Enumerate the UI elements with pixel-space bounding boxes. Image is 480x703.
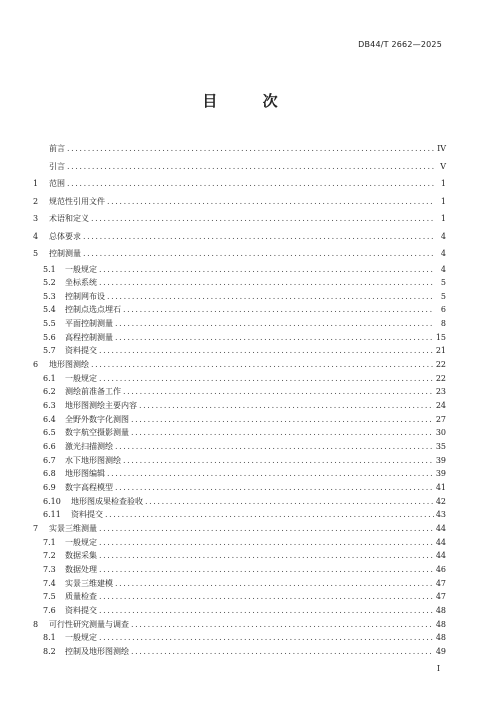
- toc-entry-label: 资料提交: [65, 605, 97, 615]
- toc-entry-page: 8: [440, 319, 446, 329]
- toc-entry[interactable]: [33, 604, 446, 618]
- toc-entry-label: 控制网布设: [65, 291, 105, 301]
- toc-leader-dots: [107, 467, 434, 481]
- toc-entry[interactable]: [33, 481, 446, 495]
- toc-leader-dots: [91, 358, 434, 372]
- toc-entry-number: 6.7: [43, 455, 56, 465]
- toc-entry-number: 5.2: [43, 278, 56, 288]
- toc-entry-number: 5: [33, 249, 39, 258]
- page-title: 目 次: [202, 92, 298, 110]
- toc-entry-number: 7.6: [43, 605, 56, 615]
- toc-entry[interactable]: [33, 440, 446, 454]
- toc-entry-number: 8.1: [43, 633, 56, 643]
- toc-entry[interactable]: [33, 140, 446, 158]
- toc-entry-page: 46: [435, 564, 446, 574]
- toc-entry-label: 一般规定: [65, 537, 97, 547]
- toc-entry-label: 水下地形图测绘: [65, 455, 121, 465]
- toc-entry[interactable]: [33, 175, 446, 193]
- toc-entry[interactable]: [33, 454, 446, 468]
- toc-entry-page: 39: [435, 455, 446, 465]
- toc-entry-page: 49: [435, 646, 446, 656]
- toc-entry-page: 42: [435, 496, 446, 506]
- toc-leader-dots: [123, 385, 434, 399]
- toc-entry-number: 5.7: [43, 346, 56, 356]
- toc-leader-dots: [67, 140, 434, 158]
- toc-entry-page: 1: [440, 196, 446, 206]
- toc-entry-label: 资料提交: [71, 510, 103, 520]
- toc-entry-page: 48: [435, 633, 446, 643]
- toc-entry-label: 一般规定: [65, 373, 97, 383]
- toc-leader-dots: [99, 604, 434, 618]
- toc-entry-page: 39: [435, 469, 446, 479]
- toc-leader-dots: [115, 481, 434, 495]
- toc-leader-dots: [83, 245, 434, 263]
- toc-entry-page: 47: [435, 578, 446, 588]
- toc-entry[interactable]: [33, 372, 446, 386]
- toc-entry-page: 22: [435, 373, 446, 383]
- toc-entry-number: 6.9: [43, 483, 56, 492]
- toc-entry-label: 测绘前准备工作: [65, 387, 121, 397]
- toc-entry[interactable]: [33, 303, 446, 317]
- toc-leader-dots: [83, 228, 434, 246]
- toc-entry-page: 21: [435, 346, 446, 356]
- toc-entry-number: 6.8: [43, 469, 56, 479]
- toc-entry[interactable]: [33, 158, 446, 176]
- toc-entry-page: 5: [440, 278, 446, 288]
- toc-entry-label: 数字高程模型: [65, 483, 113, 492]
- toc-entry[interactable]: [33, 522, 446, 536]
- toc-entry[interactable]: [33, 344, 446, 358]
- toc-entry[interactable]: [33, 210, 446, 228]
- toc-entry[interactable]: [33, 590, 446, 604]
- toc-entry-number: 2: [33, 196, 39, 206]
- toc-entry-label: 实景三维测量: [49, 523, 97, 533]
- toc-entry-number: 5.1: [43, 264, 56, 274]
- toc-entry-label: 坐标系统: [65, 278, 97, 288]
- page-number: I: [436, 664, 440, 673]
- toc-entry-label: 质量检查: [65, 592, 97, 602]
- toc-entry-page: 30: [435, 428, 446, 438]
- toc-entry[interactable]: [33, 467, 446, 481]
- toc-leader-dots: [99, 536, 434, 550]
- toc-entry-label: 总体要求: [49, 231, 81, 241]
- toc-entry-number: 5.5: [43, 319, 56, 329]
- toc-entry-label: 控制测量: [49, 249, 81, 258]
- toc-entry[interactable]: [33, 563, 446, 577]
- toc-leader-dots: [139, 399, 434, 413]
- toc-entry-page: 1: [440, 179, 446, 188]
- toc-entry[interactable]: [33, 263, 446, 277]
- toc-leader-dots: [107, 193, 434, 211]
- toc-entry-page: 4: [440, 264, 446, 274]
- toc-entry[interactable]: [33, 413, 446, 427]
- toc-leader-dots: [99, 372, 434, 386]
- toc-entry-page: 44: [435, 523, 446, 533]
- toc-entry-number: 7.2: [43, 551, 56, 561]
- toc-entry-number: 6.11: [43, 510, 61, 520]
- toc-leader-dots: [99, 522, 434, 536]
- toc-entry[interactable]: [33, 508, 446, 522]
- toc-leader-dots: [107, 290, 434, 304]
- toc-entry-label: 地形图成果检查验收: [71, 496, 143, 506]
- toc-entry-label: 高程控制测量: [65, 332, 113, 342]
- toc-entry[interactable]: [33, 426, 446, 440]
- toc-entry-page: 43: [435, 510, 446, 520]
- toc-entry[interactable]: [33, 399, 446, 413]
- toc-leader-dots: [99, 631, 434, 645]
- toc-entry-number: 7.3: [43, 564, 56, 574]
- toc-leader-dots: [131, 413, 434, 427]
- toc-entry[interactable]: [33, 618, 446, 632]
- standard-code: DB44/T 2662—2025: [358, 40, 442, 49]
- toc-entry-label: 地形图编辑: [65, 469, 105, 479]
- toc-entry-number: 5.4: [43, 305, 56, 315]
- toc-entry-page: 5: [440, 291, 446, 301]
- toc-entry-page: 15: [435, 332, 446, 342]
- toc-leader-dots: [115, 317, 434, 331]
- toc-entry-label: 规范性引用文件: [49, 196, 105, 206]
- toc-entry-number: 3: [33, 214, 39, 223]
- toc-leader-dots: [115, 440, 434, 454]
- toc-leader-dots: [123, 303, 434, 317]
- toc-entry-page: 24: [435, 401, 446, 411]
- toc-entry-label: 前言: [49, 144, 65, 153]
- toc-entry-label: 控制及地形图测绘: [65, 646, 129, 656]
- toc-entry-page: IV: [437, 144, 446, 153]
- toc-entry-label: 一般规定: [65, 264, 97, 274]
- toc-entry[interactable]: [33, 276, 446, 290]
- toc-entry-number: 6: [33, 360, 39, 370]
- toc-entry-label: 数据处理: [65, 564, 97, 574]
- toc-leader-dots: [99, 276, 434, 290]
- toc-leader-dots: [67, 158, 434, 176]
- toc-entry-label: 一般规定: [65, 633, 97, 643]
- toc-entry[interactable]: [33, 549, 446, 563]
- toc-leader-dots: [131, 618, 434, 632]
- toc-entry-number: 6.4: [43, 414, 56, 424]
- toc-entry-page: 6: [440, 305, 446, 315]
- toc-entry-label: 术语和定义: [49, 214, 89, 223]
- toc-entry-label: 资料提交: [65, 346, 97, 356]
- toc-leader-dots: [115, 331, 434, 345]
- toc-leader-dots: [131, 426, 434, 440]
- toc-entry-number: 6.5: [43, 428, 56, 438]
- toc-leader-dots: [99, 549, 434, 563]
- toc-entry-page: 44: [435, 537, 446, 547]
- table-of-contents: [33, 140, 446, 659]
- toc-leader-dots: [99, 344, 434, 358]
- toc-leader-dots: [99, 563, 434, 577]
- toc-entry-number: 7.4: [43, 578, 56, 588]
- toc-entry-number: 6.6: [43, 442, 56, 452]
- toc-entry-number: 7.1: [43, 537, 56, 547]
- toc-entry-page: 22: [435, 360, 446, 370]
- toc-entry[interactable]: [33, 193, 446, 211]
- toc-entry-label: 数字航空摄影测量: [65, 428, 129, 438]
- toc-entry[interactable]: [33, 228, 446, 246]
- toc-entry-number: 7.5: [43, 592, 56, 602]
- toc-entry-number: 6.1: [43, 373, 56, 383]
- toc-entry[interactable]: [33, 631, 446, 645]
- toc-leader-dots: [145, 495, 434, 509]
- toc-leader-dots: [105, 508, 434, 522]
- toc-leader-dots: [123, 454, 434, 468]
- toc-entry[interactable]: [33, 385, 446, 399]
- toc-entry-label: 地形图测绘: [49, 360, 89, 370]
- toc-entry-number: 8.2: [43, 646, 56, 656]
- toc-leader-dots: [99, 263, 434, 277]
- toc-entry-page: 27: [435, 414, 446, 424]
- toc-entry-page: 4: [440, 231, 446, 241]
- toc-entry-page: 48: [435, 619, 446, 629]
- toc-entry-label: 实景三维建模: [65, 578, 113, 588]
- toc-entry-label: 全野外数字化测图: [65, 414, 129, 424]
- toc-leader-dots: [115, 577, 434, 591]
- toc-entry-label: 平面控制测量: [65, 319, 113, 329]
- toc-entry-label: 可行性研究测量与调查: [49, 619, 129, 629]
- toc-entry[interactable]: [33, 536, 446, 550]
- toc-entry-number: 1: [33, 179, 39, 188]
- toc-entry[interactable]: [33, 577, 446, 591]
- toc-entry-page: 47: [435, 592, 446, 602]
- toc-entry-number: 5.3: [43, 291, 56, 301]
- toc-entry-number: 6.3: [43, 401, 56, 411]
- toc-leader-dots: [99, 590, 434, 604]
- toc-leader-dots: [91, 210, 434, 228]
- toc-leader-dots: [131, 645, 434, 659]
- toc-entry-number: 8: [33, 619, 39, 629]
- toc-entry-page: 41: [435, 483, 446, 492]
- toc-entry[interactable]: [33, 290, 446, 304]
- toc-entry-number: 4: [33, 231, 39, 241]
- toc-entry-label: 激光扫描测绘: [65, 442, 113, 452]
- toc-entry-page: 48: [435, 605, 446, 615]
- toc-entry-label: 引言: [49, 161, 65, 171]
- toc-entry[interactable]: [33, 331, 446, 345]
- toc-entry[interactable]: [33, 645, 446, 659]
- toc-entry-label: 控制点选点埋石: [65, 305, 121, 315]
- toc-entry-page: 35: [435, 442, 446, 452]
- toc-entry-page: 1: [440, 214, 446, 223]
- toc-entry-page: 44: [435, 551, 446, 561]
- toc-entry[interactable]: [33, 495, 446, 509]
- toc-entry[interactable]: [33, 358, 446, 372]
- toc-entry-number: 6.2: [43, 387, 56, 397]
- toc-entry-page: 4: [440, 249, 446, 258]
- toc-entry[interactable]: [33, 317, 446, 331]
- toc-entry-label: 范围: [49, 179, 65, 188]
- toc-entry-page: V: [440, 161, 446, 171]
- toc-leader-dots: [67, 175, 434, 193]
- toc-entry-number: 5.6: [43, 332, 56, 342]
- toc-entry-number: 7: [33, 523, 39, 533]
- toc-entry[interactable]: [33, 245, 446, 263]
- toc-entry-page: 23: [435, 387, 446, 397]
- toc-entry-label: 数据采集: [65, 551, 97, 561]
- toc-entry-label: 地形图测绘主要内容: [65, 401, 137, 411]
- toc-entry-number: 6.10: [43, 496, 61, 506]
